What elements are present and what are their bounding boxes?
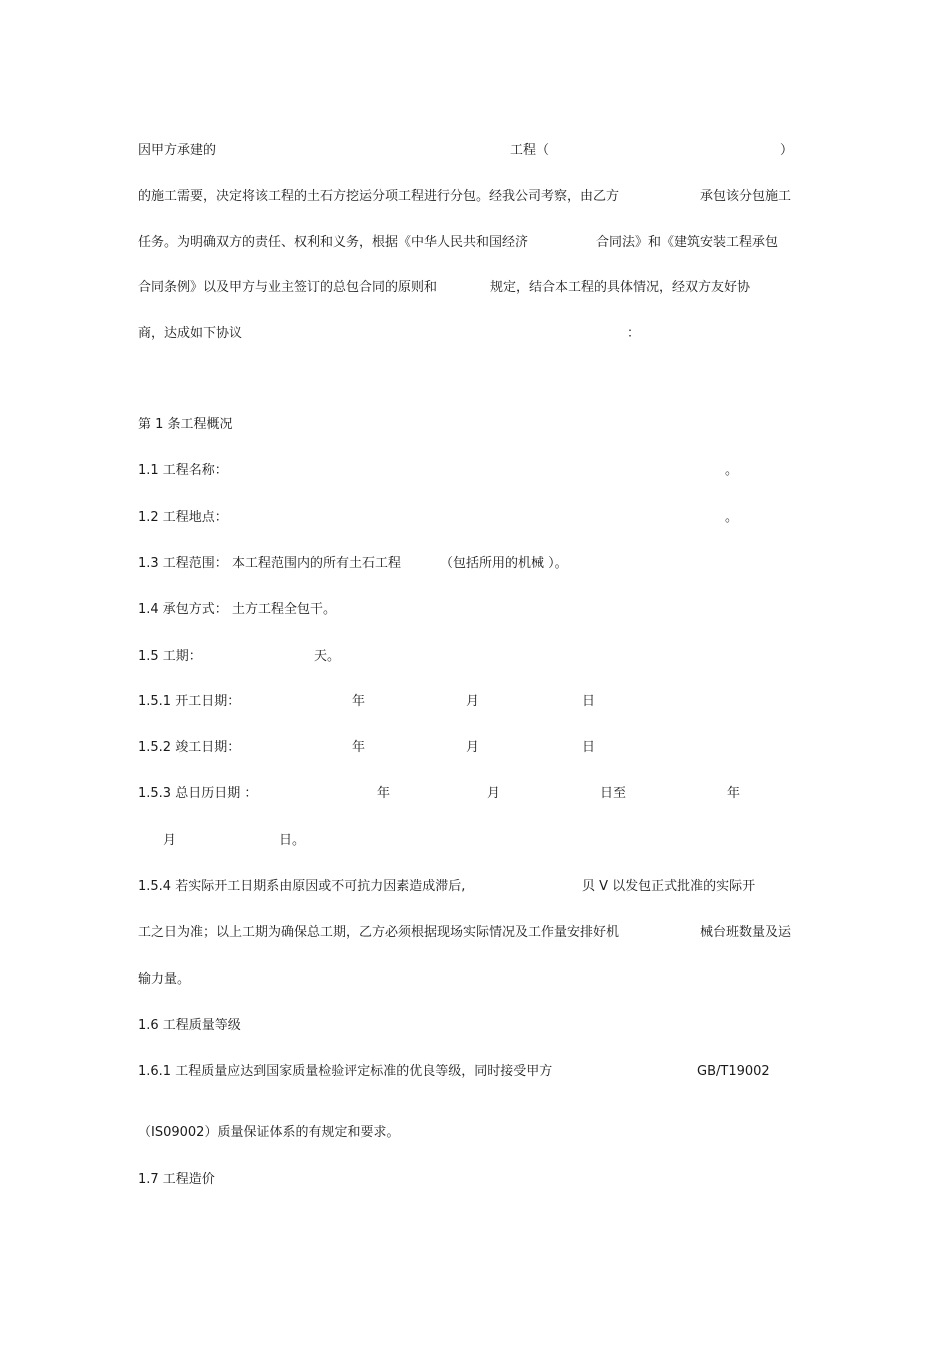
month-label: 月 <box>466 694 480 709</box>
day-label: 日 <box>582 694 596 709</box>
item-text: 械台班数量及运 <box>700 925 792 940</box>
intro-text: 工程（ <box>510 143 550 158</box>
item-text: 天。 <box>314 649 341 664</box>
intro-text: 规定，结合本工程的具体情况，经双方友好协 <box>490 280 751 295</box>
item-label: 1.3 工程范围： 本工程范围内的所有土石工程 <box>138 556 401 571</box>
year-label: 年 <box>727 786 741 801</box>
item-text: 贝 V 以发包正式批准的实际开 <box>582 879 756 894</box>
year-label: 年 <box>352 740 366 755</box>
intro-text: 因甲方承建的 <box>138 143 217 158</box>
intro-text: ： <box>627 326 641 341</box>
year-label: 年 <box>352 694 366 709</box>
item-text: 。 <box>725 463 739 478</box>
day-label: 日至 <box>600 786 627 801</box>
item-label: 1.4 承包方式： 土方工程全包干。 <box>138 602 336 617</box>
intro-text: 的施工需要，决定将该工程的土石方挖运分项工程进行分包。经我公司考察，由乙方 <box>138 189 620 204</box>
day-label: 日。 <box>279 833 306 848</box>
standard-code: GB/T19002 <box>697 1064 770 1079</box>
month-label: 月 <box>466 740 480 755</box>
item-label: 1.7 工程造价 <box>138 1172 215 1187</box>
intro-text: 合同条例》以及甲方与业主签订的总包合同的原则和 <box>138 280 438 295</box>
item-label: 1.5 工期： <box>138 649 202 664</box>
month-label: 月 <box>487 786 501 801</box>
intro-text: 任务。为明确双方的责任、权利和义务，根据《中华人民共和国经济 <box>138 235 529 250</box>
section-heading: 第 1 条工程概况 <box>138 417 233 432</box>
intro-text: ） <box>780 143 794 158</box>
day-label: 日 <box>582 740 596 755</box>
item-text: （包括所用的机械 ）。 <box>440 556 568 571</box>
item-label: 1.6.1 工程质量应达到国家质量检验评定标准的优良等级，同时接受甲方 <box>138 1064 553 1079</box>
intro-text: 承包该分包施工 <box>700 189 792 204</box>
item-label: 1.5.2 竣工日期： <box>138 740 241 755</box>
item-text: 。 <box>725 510 739 525</box>
month-label: 月 <box>163 833 177 848</box>
item-label: 1.5.3 总日历日期 ： <box>138 786 258 801</box>
item-text: 输力量。 <box>138 972 191 987</box>
intro-text: 商，达成如下协议 <box>138 326 243 341</box>
item-label: 1.5.1 开工日期： <box>138 694 241 709</box>
item-text: （IS09002）质量保证体系的有规定和要求。 <box>138 1125 400 1140</box>
item-label: 1.1 工程名称： <box>138 463 228 478</box>
item-label: 1.5.4 若实际开工日期系由原因或不可抗力因素造成滞后, <box>138 879 466 894</box>
item-label: 1.6 工程质量等级 <box>138 1018 241 1033</box>
item-label: 1.2 工程地点： <box>138 510 228 525</box>
intro-text: 合同法》和《建筑安装工程承包 <box>596 235 779 250</box>
item-text: 工之日为准；以上工期为确保总工期，乙方必须根据现场实际情况及工作量安排好机 <box>138 925 620 940</box>
year-label: 年 <box>377 786 391 801</box>
